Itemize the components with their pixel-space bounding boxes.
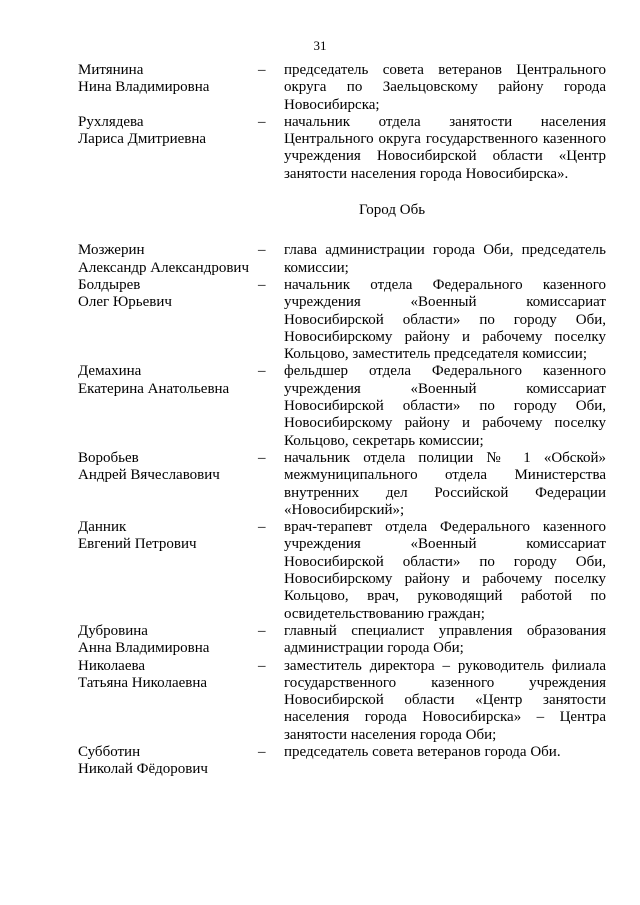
dash-separator: – (258, 363, 266, 380)
dash-separator: – (258, 276, 266, 293)
member-first-names: Евгений Петрович (78, 536, 197, 553)
member-last-name: Дубровина (78, 622, 148, 639)
member-name (78, 450, 258, 485)
member-name (78, 114, 258, 149)
member-group-ob (78, 242, 606, 778)
member-name (78, 519, 258, 554)
member-entry (78, 242, 606, 277)
member-first-names: Андрей Вячеславович (78, 467, 220, 484)
member-first-names: Екатерина Анатольевна (78, 380, 230, 397)
member-last-name: Болдырев (78, 276, 141, 293)
member-last-name: Николаева (78, 657, 146, 674)
section-heading: Город Обь (358, 202, 426, 219)
member-role: фельдшер отдела Федерального казенного учреждения «Военный комиссариат Новосибирской области» по городу Оби, Новосибирскому району и рабочему поселку Кольцово, секретарь комиссии; (284, 363, 606, 449)
member-role: начальник отдела Федерального казенного учреждения «Военный комиссариат Новосибирской области» по городу Оби, Новосибирскому району и рабочему поселку Кольцово, заместитель председателя комиссии; (284, 276, 606, 363)
member-role: председатель совета ветеранов Центрального округа по Заельцовскому району города Новосибирска; (284, 62, 606, 113)
member-last-name: Демахина (78, 363, 142, 380)
member-entry (78, 519, 606, 623)
member-last-name: Воробьев (78, 449, 139, 466)
member-name (78, 623, 258, 658)
dash-separator: – (258, 242, 266, 259)
member-first-names: Анна Владимировна (78, 640, 210, 657)
member-name (78, 242, 258, 277)
member-last-name: Данник (78, 519, 127, 536)
member-role: главный специалист управления образования администрации города Оби; (284, 622, 606, 657)
member-name (78, 363, 258, 398)
member-first-names: Николай Фёдорович (78, 761, 208, 778)
page-number: 31 (313, 38, 327, 53)
commission-list (78, 62, 606, 779)
member-first-names: Нина Владимировна (78, 79, 210, 96)
member-last-name: Рухлядева (78, 113, 144, 130)
member-role: председатель совета ветеранов города Оби. (284, 743, 561, 760)
dash-separator: – (258, 519, 266, 536)
member-name (78, 744, 258, 779)
member-first-names: Александр Александрович (78, 259, 249, 276)
member-last-name: Митянина (78, 62, 144, 78)
member-entry (78, 658, 606, 744)
member-role: заместитель директора – руководитель филиала государственного казенного учреждения Новосибирской области «Центр занятости населения города Новосибирска» – Центра занятости населения города Оби; (284, 657, 606, 743)
member-entry (78, 62, 606, 114)
member-role: начальник отдела занятости населения Центрального округа государственного казенного учреждения Новосибирской области «Центр занятости населения города Новосибирска». (284, 113, 606, 182)
member-group-novosibirsk (78, 62, 606, 183)
member-entry (78, 744, 606, 779)
member-last-name: Мозжерин (78, 242, 145, 259)
member-entry (78, 623, 606, 658)
member-name (78, 658, 258, 693)
member-entry (78, 363, 606, 449)
member-name (78, 62, 258, 97)
member-entry (78, 277, 606, 363)
dash-separator: – (258, 622, 266, 639)
member-entry (78, 114, 606, 183)
member-role: врач-терапевт отдела Федерального казенного учреждения «Военный комиссариат Новосибирской области» по городу Оби, Новосибирскому району и рабочему поселку Кольцово, врач, руководящий работой по освидетельствованию граждан; (284, 519, 606, 622)
member-role: глава администрации города Оби, председатель комиссии; (284, 242, 606, 276)
dash-separator: – (258, 657, 266, 674)
member-name (78, 277, 258, 312)
member-first-names: Лариса Дмитриевна (78, 131, 207, 148)
dash-separator: – (258, 449, 266, 466)
member-entry (78, 450, 606, 519)
dash-separator: – (258, 113, 266, 130)
member-last-name: Субботин (78, 743, 141, 760)
member-role: начальник отдела полиции № 1 «Обской» межмуниципального отдела Министерства внутренних дел Российской Федерации «Новосибирский»; (284, 449, 606, 518)
member-first-names: Олег Юрьевич (78, 294, 172, 311)
member-first-names: Татьяна Николаевна (78, 674, 208, 691)
dash-separator: – (258, 62, 266, 78)
dash-separator: – (258, 743, 266, 760)
